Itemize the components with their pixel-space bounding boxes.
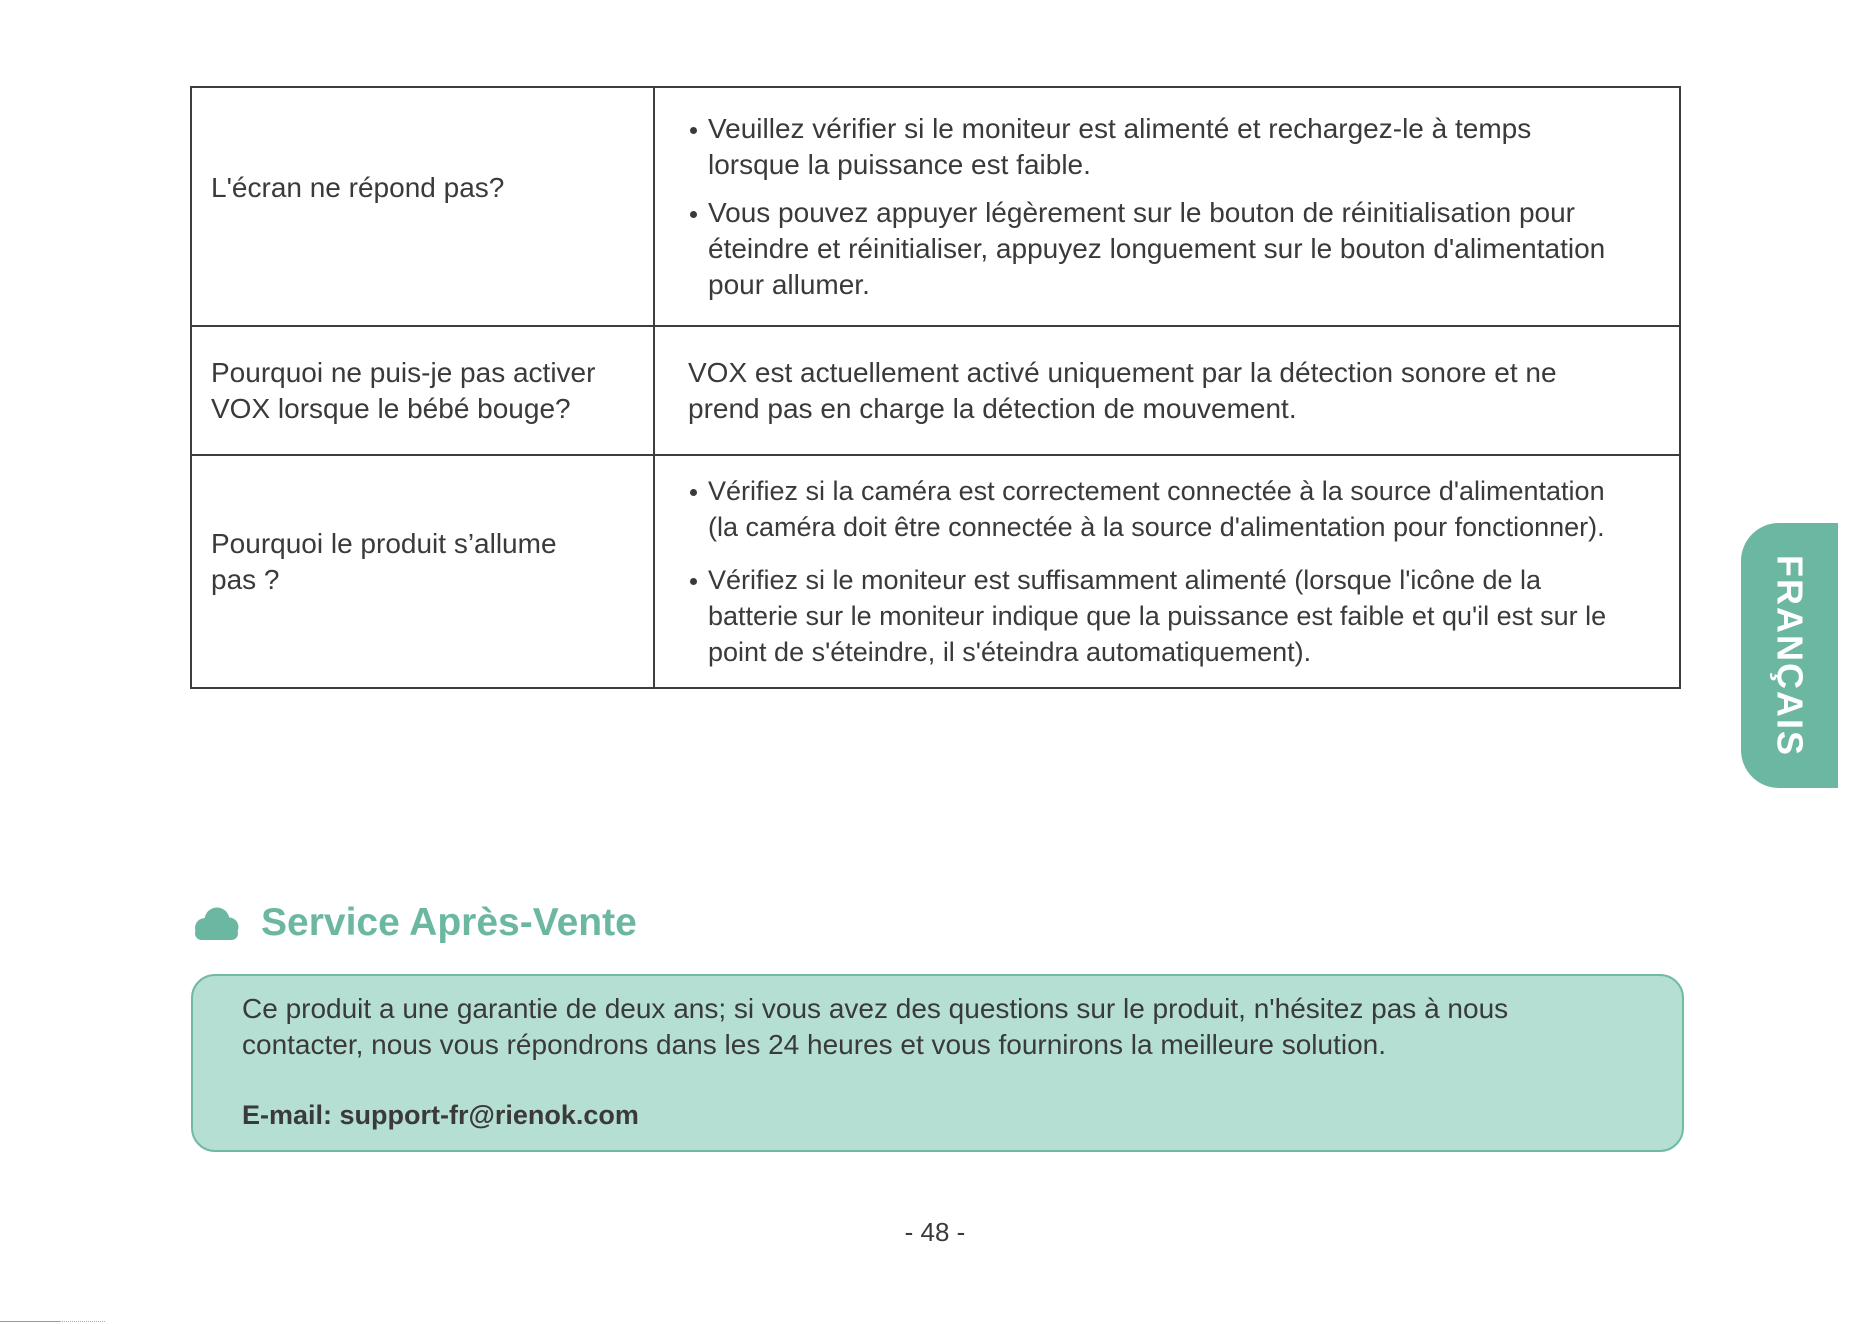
language-tab-label: FRANÇAIS	[1769, 554, 1811, 757]
faq-answer-line: batterie sur le moniteur indique que la puissance est faible et qu'il est sur le	[708, 601, 1607, 631]
service-info-box	[191, 974, 1684, 1152]
faq-answer-line: lorsque la puissance est faible.	[708, 148, 1091, 180]
faq-row	[192, 454, 1679, 687]
bullet-dot-icon	[688, 473, 708, 509]
faq-answer-line: éteindre et réinitialiser, appuyez longuement sur le bouton d'alimentation	[708, 232, 1606, 264]
service-text-line: contacter, nous vous répondrons dans les 24 heures et vous fournirons la meilleure solution.	[242, 1029, 1387, 1060]
faq-question-line: Pourquoi le produit s’allume	[211, 527, 557, 559]
support-email: E-mail: support-fr@rienok.com	[242, 1100, 639, 1130]
faq-question-line: VOX lorsque le bébé bouge?	[211, 392, 571, 424]
faq-answer-cell	[655, 456, 1679, 687]
faq-answer-line: pour allumer.	[708, 268, 870, 300]
faq-question-line: L'écran ne répond pas?	[211, 171, 505, 203]
faq-answer-line: Vous pouvez appuyer légèrement sur le bouton de réinitialisation pour	[708, 196, 1576, 228]
faq-answer-bullet	[688, 111, 1669, 183]
bullet-dot-icon	[688, 111, 708, 147]
faq-question-cell	[192, 327, 655, 454]
faq-answer-cell	[655, 88, 1679, 325]
faq-answer-line: VOX est actuellement activé uniquement par la détection sonore et ne	[688, 356, 1557, 388]
faq-question-line: Pourquoi ne puis-je pas activer	[211, 356, 596, 388]
faq-answer-line: (la caméra doit être connectée à la source d'alimentation pour fonctionner).	[708, 512, 1605, 542]
faq-table	[190, 86, 1681, 689]
section-heading	[191, 898, 637, 948]
page-number: - 48 -	[904, 1217, 966, 1247]
page-edge-mark-dotted	[60, 1321, 105, 1322]
faq-answer-line: prend pas en charge la détection de mouvement.	[688, 392, 1297, 424]
faq-answer-line: Veuillez vérifier si le moniteur est alimenté et rechargez-le à temps	[708, 112, 1532, 144]
language-tab	[1741, 523, 1838, 788]
section-title: Service Après-Vente	[261, 901, 637, 944]
faq-row	[192, 325, 1679, 454]
faq-answer-line: point de s'éteindre, il s'éteindra automatiquement).	[708, 637, 1312, 667]
faq-answer-line: Vérifiez si la caméra est correctement connectée à la source d'alimentation	[708, 476, 1605, 506]
faq-row	[192, 88, 1679, 325]
page-edge-mark	[0, 1321, 60, 1322]
faq-question-cell	[192, 456, 655, 687]
faq-answer-line: Vérifiez si le moniteur est suffisamment alimenté (lorsque l'icône de la	[708, 565, 1542, 595]
faq-answer-bullet	[688, 562, 1669, 670]
service-text-line: Ce produit a une garantie de deux ans; si vous avez des questions sur le produit, n'hésitez pas à nous	[242, 993, 1509, 1024]
cloud-icon	[191, 906, 241, 940]
bullet-dot-icon	[688, 562, 708, 598]
faq-answer-bullet	[688, 195, 1669, 303]
faq-answer-cell	[655, 327, 1679, 454]
bullet-dot-icon	[688, 195, 708, 231]
faq-question-cell	[192, 88, 655, 325]
faq-answer-bullet	[688, 473, 1669, 545]
faq-question-line: pas ?	[211, 563, 280, 595]
